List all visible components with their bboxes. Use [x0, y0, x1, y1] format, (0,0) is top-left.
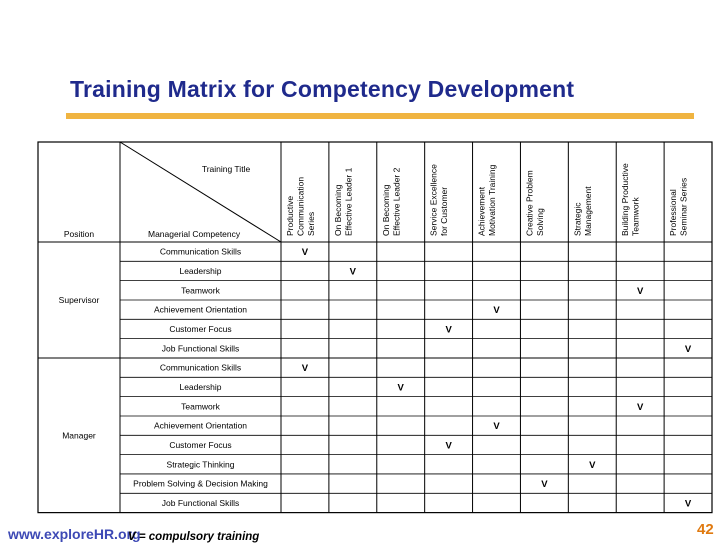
header-training-title: Training Title: [201, 164, 251, 174]
competency-label: Strategic Thinking: [166, 459, 235, 470]
position-label: Supervisor: [58, 294, 100, 305]
competency-label: Leadership: [179, 265, 222, 276]
page-title: Training Matrix for Competency Development: [70, 76, 575, 102]
training-title-9: Professional: [668, 189, 679, 236]
check-mark: V: [301, 363, 309, 375]
competency-label: Achievement Orientation: [153, 420, 248, 431]
check-mark: V: [301, 247, 309, 259]
footer-legend: V = compulsory training: [128, 531, 260, 543]
table-grid: [38, 142, 712, 513]
training-title-9: Seminar Series: [678, 177, 689, 236]
check-mark: V: [684, 343, 692, 355]
competency-label: Job Functional Skills: [161, 497, 240, 508]
training-title-8: Building Productive: [620, 163, 631, 236]
check-mark: V: [636, 401, 644, 413]
table-labels: [59, 163, 692, 509]
training-title-4: Service Excellence: [428, 164, 439, 236]
training-title-3: On Becoming: [380, 184, 391, 236]
check-mark: V: [636, 285, 644, 297]
page-number: 42: [697, 521, 714, 538]
training-title-1: Communication: [295, 176, 306, 236]
competency-label: Teamwork: [181, 285, 220, 296]
position-label: Manager: [62, 430, 96, 441]
check-mark: V: [349, 266, 357, 278]
training-title-5: Motivation Training: [487, 164, 498, 236]
training-title-1: Productive: [285, 195, 295, 236]
competency-label: Customer Focus: [169, 323, 232, 334]
footer-url[interactable]: www.exploreHR.org: [8, 526, 141, 542]
training-title-2: On Becoming: [332, 184, 343, 236]
check-mark: V: [684, 498, 692, 510]
training-title-2: Effective Leader 1: [343, 167, 354, 236]
training-title-3: Effective Leader 2: [391, 167, 402, 236]
competency-label: Achievement Orientation: [153, 304, 248, 315]
training-title-7: Management: [582, 186, 593, 236]
check-mark: V: [541, 479, 548, 491]
header-diagonal: [120, 142, 281, 242]
training-title-6: Solving: [534, 208, 545, 236]
competency-label: Customer Focus: [169, 439, 232, 450]
check-mark: V: [445, 324, 452, 336]
check-mark: V: [445, 440, 452, 452]
check-mark: V: [493, 305, 500, 317]
check-mark: V: [589, 459, 596, 471]
header-managerial-competency: Managerial Competency: [148, 229, 241, 239]
training-title-8: Teamwork: [630, 197, 641, 236]
competency-label: Communication Skills: [159, 246, 242, 257]
table-border: [38, 142, 712, 513]
competency-label: Leadership: [179, 381, 222, 392]
header-position: Position: [63, 229, 95, 239]
training-title-1: Series: [306, 211, 316, 236]
check-mark: V: [493, 421, 500, 433]
competency-label: Problem Solving & Decision Making: [133, 478, 268, 489]
check-mark: V: [397, 382, 404, 394]
competency-label: Communication Skills: [159, 362, 242, 373]
training-title-5: Achievement: [476, 186, 487, 236]
training-title-6: Creative Problem: [524, 170, 535, 236]
competency-label: Job Functional Skills: [161, 343, 240, 354]
training-title-4: for Customer: [439, 186, 450, 236]
competency-label: Teamwork: [181, 401, 220, 412]
training-title-7: Strategic: [572, 202, 583, 236]
